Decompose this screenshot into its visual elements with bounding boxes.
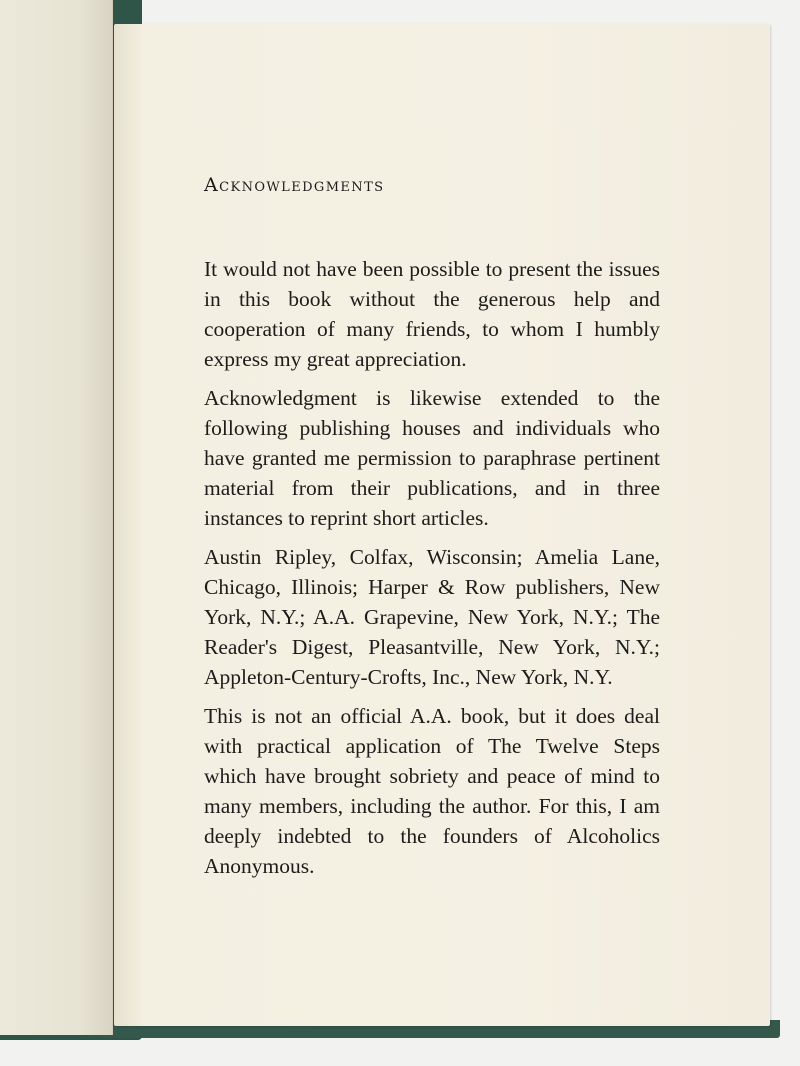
- book-page: [114, 24, 770, 1026]
- paragraph-3: Austin Ripley, Colfax, Wisconsin; Amelia Lane, Chicago, Illinois; Harper & Row publishers, New York, N.Y.; A.A. Grapevine, New York, N.Y.; The Reader's Digest, Pleasantville, New York, N.Y.; Appleton-Century-Crofts, Inc., New York, N.Y.: [204, 545, 660, 689]
- paragraph-4: This is not an official A.A. book, but it does deal with practical application of The Twelve Steps which have brought sobriety and peace of mind to many members, including the author. For this, I am deeply indebted to the founders of Alcoholics Anonymous.: [204, 704, 660, 878]
- facing-page: [0, 0, 113, 1035]
- paragraph-1: It would not have been possible to present the issues in this book without the generous help and cooperation of many friends, to whom I humbly express my great appreciation.: [204, 257, 660, 371]
- paragraph-2: Acknowledgment is likewise extended to the following publishing houses and individuals who have granted me permission to paraphrase pertinent material from their publications, and in three instances to reprint short articles.: [204, 386, 660, 530]
- page-content: [204, 174, 660, 890]
- page-heading: Acknowledgments: [204, 174, 385, 196]
